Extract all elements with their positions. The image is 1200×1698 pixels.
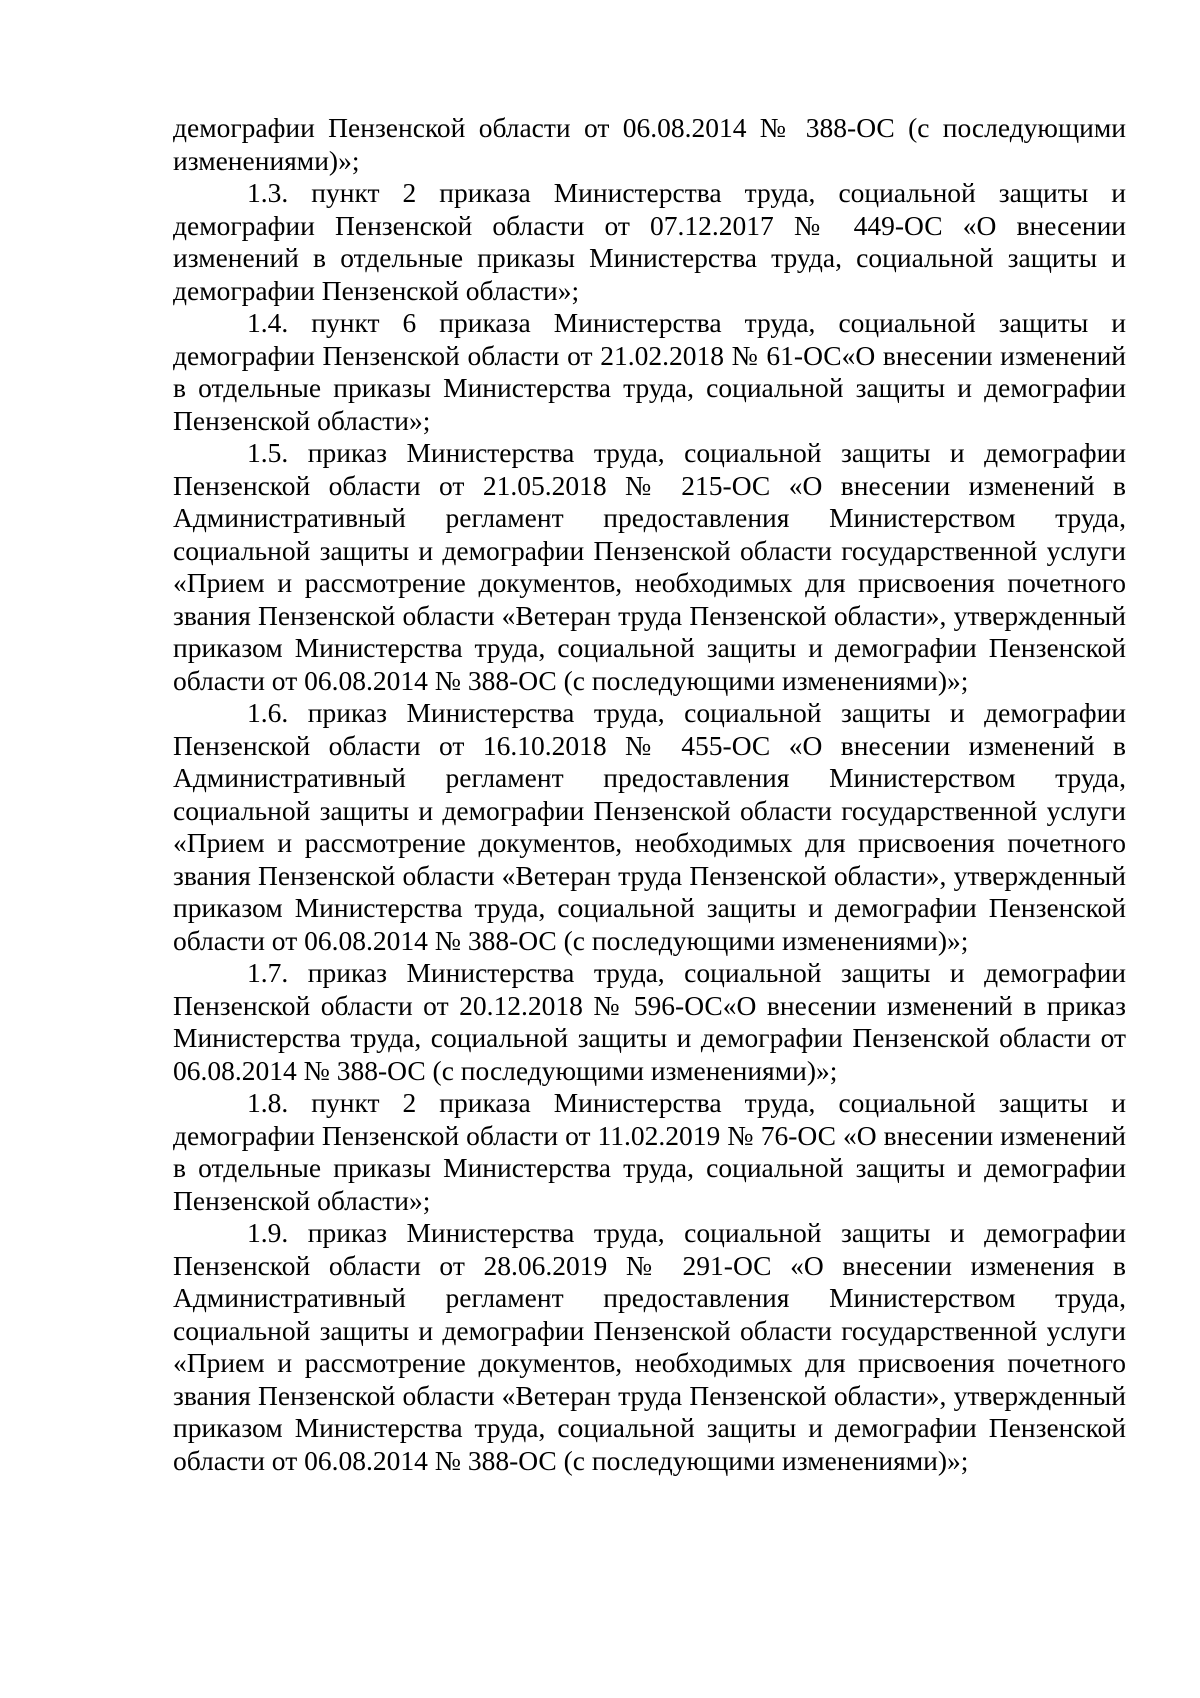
paragraph-continuation: демографии Пензенской области от 06.08.2014 № 388-ОС (с последующими изменениями)»; bbox=[173, 112, 1126, 176]
paragraph-item-1-5: 1.5. приказ Министерства труда, социальной защиты и демографии Пензенской области от 21.05.2018 № 215-ОС «О внесении изменений в Административный регламент предоставления Министерством труда, социальной защиты и демографии Пензенской области государственной услуги «Прием и рассмотрение документов, необходимых для присвоения почетного звания Пензенской области «Ветеран труда Пензенской области», утвержденный приказом Министерства труда, социальной защиты и демографии Пензенской области от 06.08.2014 № 388-ОС (с последующими изменениями)»; bbox=[173, 437, 1126, 696]
paragraph-item-1-9: 1.9. приказ Министерства труда, социальной защиты и демографии Пензенской области от 28.06.2019 № 291-ОС «О внесении изменения в Административный регламент предоставления Министерством труда, социальной защиты и демографии Пензенской области государственной услуги «Прием и рассмотрение документов, необходимых для присвоения почетного звания Пензенской области «Ветеран труда Пензенской области», утвержденный приказом Министерства труда, социальной защиты и демографии Пензенской области от 06.08.2014 № 388-ОС (с последующими изменениями)»; bbox=[173, 1217, 1126, 1476]
document-page bbox=[173, 112, 1126, 1477]
paragraph-item-1-3: 1.3. пункт 2 приказа Министерства труда, социальной защиты и демографии Пензенской области от 07.12.2017 № 449-ОС «О внесении изменений в отдельные приказы Министерства труда, социальной защиты и демографии Пензенской области»; bbox=[173, 177, 1126, 306]
paragraph-item-1-7: 1.7. приказ Министерства труда, социальной защиты и демографии Пензенской области от 20.12.2018 № 596-ОС«О внесении изменений в приказ Министерства труда, социальной защиты и демографии Пензенской области от 06.08.2014 № 388-ОС (с последующими изменениями)»; bbox=[173, 957, 1126, 1086]
paragraph-item-1-8: 1.8. пункт 2 приказа Министерства труда, социальной защиты и демографии Пензенской области от 11.02.2019 № 76-ОС «О внесении изменений в отдельные приказы Министерства труда, социальной защиты и демографии Пензенской области»; bbox=[173, 1087, 1126, 1216]
paragraph-item-1-4: 1.4. пункт 6 приказа Министерства труда, социальной защиты и демографии Пензенской области от 21.02.2018 № 61-ОС«О внесении изменений в отдельные приказы Министерства труда, социальной защиты и демографии Пензенской области»; bbox=[173, 307, 1126, 436]
paragraph-item-1-6: 1.6. приказ Министерства труда, социальной защиты и демографии Пензенской области от 16.10.2018 № 455-ОС «О внесении изменений в Административный регламент предоставления Министерством труда, социальной защиты и демографии Пензенской области государственной услуги «Прием и рассмотрение документов, необходимых для присвоения почетного звания Пензенской области «Ветеран труда Пензенской области», утвержденный приказом Министерства труда, социальной защиты и демографии Пензенской области от 06.08.2014 № 388-ОС (с последующими изменениями)»; bbox=[173, 697, 1126, 956]
